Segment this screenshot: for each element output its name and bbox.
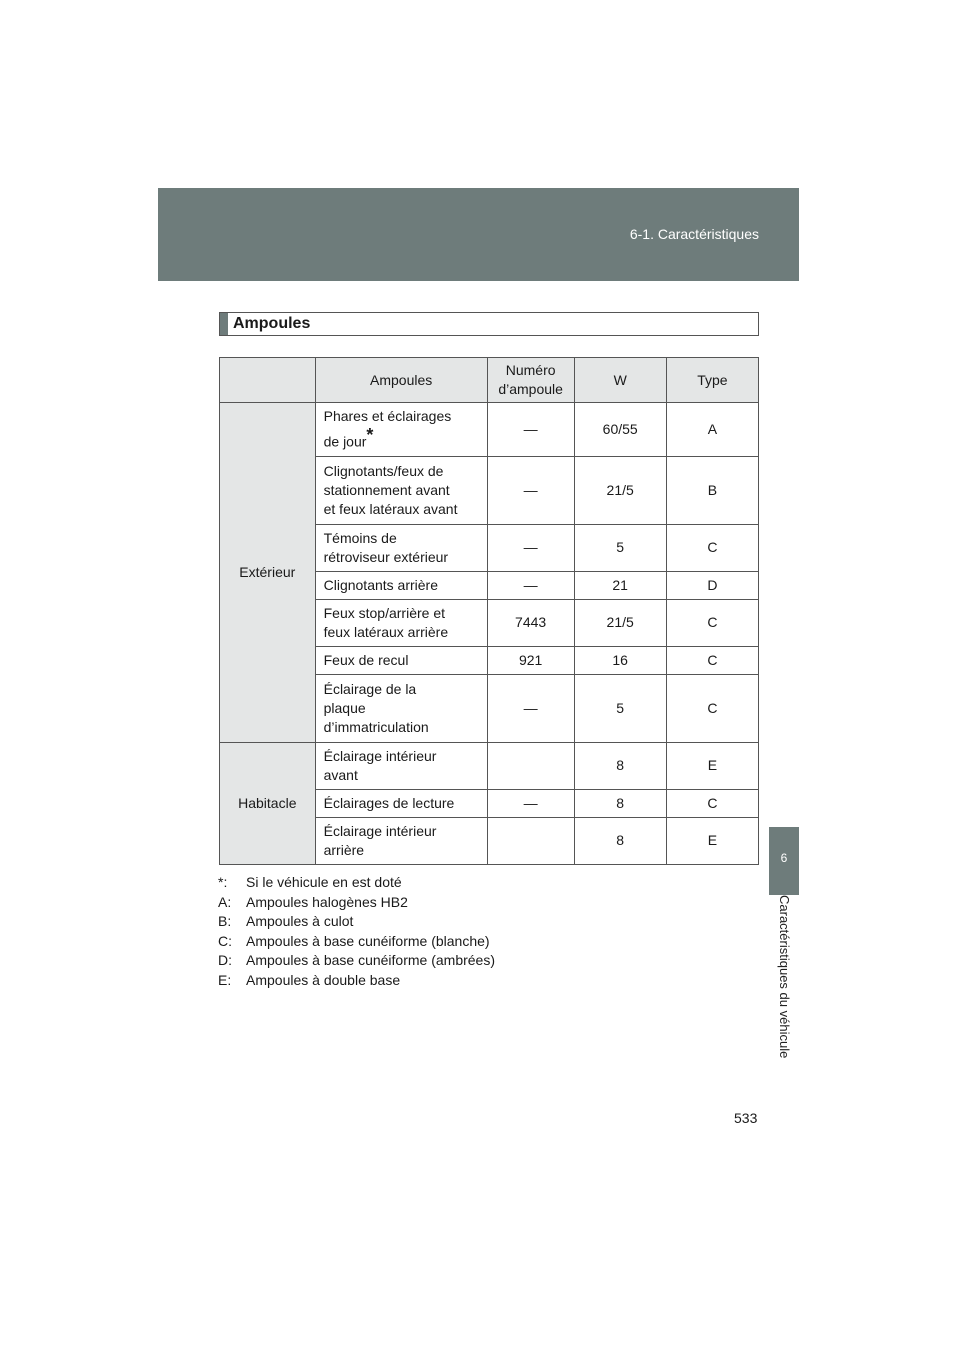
legend-key: B: [218,913,232,929]
bulb-name: Phares et éclairages de jour [323,408,452,450]
wattage-cell: 5 [574,674,666,742]
bulb-name: Éclairage intérieur avant [323,747,437,783]
header-cell-watt: W [574,358,666,403]
wattage-cell: 8 [574,742,666,789]
legend-notes [218,873,495,990]
legend-item [218,951,495,971]
header-cell-type: Type [666,358,758,403]
legend-text: Ampoules halogènes HB2 [246,893,408,910]
type-cell: C [666,524,758,571]
legend-key: D: [218,952,232,968]
chapter-tab [769,827,799,895]
bulb-name-cell [315,646,487,674]
type-cell: D [666,571,758,599]
wattage-cell: 21 [574,571,666,599]
bulb-name-cell [315,456,487,524]
bulb-name: Éclairage intérieur arrière [323,822,437,858]
footnote-star: * [366,425,374,445]
group-label: Extérieur [220,403,316,743]
bulb-number-cell: — [487,789,574,817]
legend-key: A: [218,893,232,910]
type-cell: C [666,599,758,646]
bulb-name-cell [315,674,487,742]
bulb-name-cell [315,789,487,817]
bulb-name: Éclairages de lecture [323,794,455,811]
legend-item [218,971,495,991]
section-heading: 6-1. Caractéristiques [629,226,759,242]
chapter-title: Caractéristiques du véhicule [777,895,792,1059]
type-cell: E [666,817,758,864]
header-cell-group [220,358,316,403]
wattage-cell: 60/55 [574,403,666,457]
legend-item [218,893,495,913]
type-cell: C [666,646,758,674]
legend-text: Ampoules à base cunéiforme (blanche) [246,932,490,949]
wattage-cell: 8 [574,817,666,864]
chapter-number: 6 [780,851,788,865]
section-marker [220,313,228,335]
bulb-name-cell [315,817,487,864]
bulb-name: Clignotants/feux de stationnement avant et feux latéraux avant [323,462,458,517]
legend-key: *: [218,874,228,890]
wattage-cell: 21/5 [574,599,666,646]
header-cell-bulbs: Ampoules [315,358,487,403]
bulb-number-cell: — [487,674,574,742]
type-cell: C [666,674,758,742]
bulb-name-cell [315,524,487,571]
legend-text: Si le véhicule en est doté [246,874,402,890]
bulb-name: Éclairage de la plaque d’immatriculation [323,680,429,735]
bulb-number-cell [487,742,574,789]
bulb-name: Feux stop/arrière et feux latéraux arrière [323,604,449,640]
table-row [220,403,759,457]
bulb-number-cell: — [487,456,574,524]
group-label: Habitacle [220,742,316,864]
bulb-number-cell: — [487,403,574,457]
bulb-name: Clignotants arrière [323,576,438,593]
bulb-number-cell: — [487,571,574,599]
legend-key: E: [218,971,232,988]
wattage-cell: 8 [574,789,666,817]
table-header-row [220,358,759,403]
legend-text: Ampoules à culot [246,913,354,929]
bulb-number-cell [487,817,574,864]
wattage-cell: 21/5 [574,456,666,524]
header-cell-number: Numéro d’ampoule [487,358,574,403]
bulb-name-cell [315,403,487,457]
bulbs-table [219,357,759,865]
table-row [220,742,759,789]
type-cell: E [666,742,758,789]
section-title: Ampoules [233,315,311,332]
type-cell: A [666,403,758,457]
section-title-box [219,312,759,336]
bulb-name-cell [315,599,487,646]
wattage-cell: 5 [574,524,666,571]
legend-text: Ampoules à base cunéiforme (ambrées) [246,952,496,968]
bulb-name: Témoins de rétroviseur extérieur [323,529,449,565]
bulb-number-cell: — [487,524,574,571]
wattage-cell: 16 [574,646,666,674]
bulb-number-cell: 921 [487,646,574,674]
legend-key: C: [218,932,232,949]
bulb-name-cell [315,742,487,789]
legend-item [218,912,495,932]
page-number: 533 [734,1110,758,1126]
legend-item [218,932,495,952]
bulb-name-cell [315,571,487,599]
legend-item [218,873,495,893]
type-cell: C [666,789,758,817]
bulb-name: Feux de recul [323,651,409,668]
header-band [158,188,799,281]
bulb-number-cell: 7443 [487,599,574,646]
type-cell: B [666,456,758,524]
legend-text: Ampoules à double base [246,971,401,988]
